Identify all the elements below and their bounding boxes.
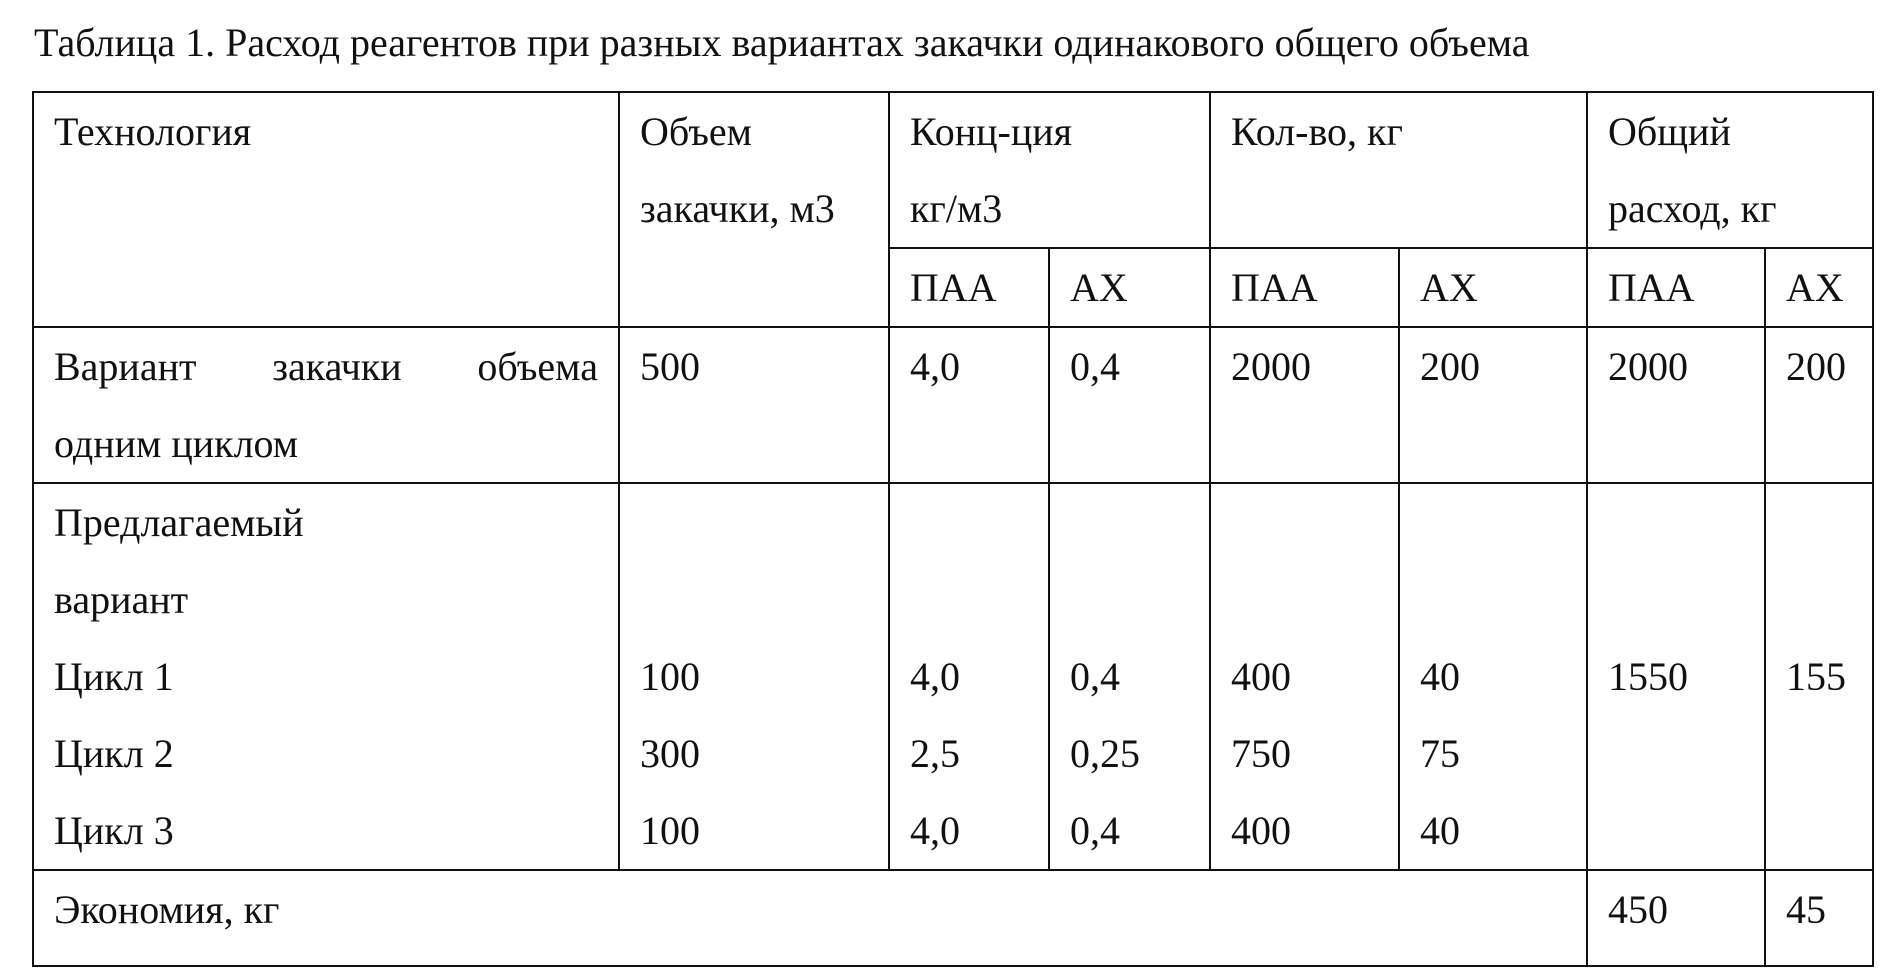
reagent-table (32, 91, 1874, 967)
header-quantity: Кол-во, кг (1210, 92, 1587, 248)
table-caption: Таблица 1. Расход реагентов при разных вариантах закачки одинакового общего объема (34, 20, 1530, 65)
subheader-conc-paa: ПАА (889, 248, 1049, 327)
single-conc-ah: 0,4 (1049, 327, 1210, 483)
proposed-total-paa: 1550 (1587, 483, 1765, 870)
table-row-proposed (33, 483, 1873, 870)
single-total-paa: 2000 (1587, 327, 1765, 483)
subheader-qty-ah: АХ (1399, 248, 1587, 327)
savings-label: Экономия, кг (33, 870, 1587, 966)
proposed-qty-paa: 400 750 400 (1210, 483, 1399, 870)
single-qty-paa: 2000 (1210, 327, 1399, 483)
header-total: Общий расход, кг (1587, 92, 1873, 248)
header-volume: Объем закачки, м3 (619, 92, 889, 327)
table-row-single-cycle (33, 327, 1873, 483)
subheader-qty-paa: ПАА (1210, 248, 1399, 327)
proposed-conc-ah: 0,4 0,25 0,4 (1049, 483, 1210, 870)
single-qty-ah: 200 (1399, 327, 1587, 483)
header-row (33, 92, 1873, 248)
proposed-qty-ah: 40 75 40 (1399, 483, 1587, 870)
proposed-volume: 100 300 100 (619, 483, 889, 870)
savings-total-paa: 450 (1587, 870, 1765, 966)
subheader-total-ah: АХ (1765, 248, 1873, 327)
proposed-label: Предлагаемый вариант Цикл 1 Цикл 2 Цикл 3 (33, 483, 619, 870)
header-concentration: Конц-ция кг/м3 (889, 92, 1210, 248)
header-technology: Технология (33, 92, 619, 327)
single-total-ah: 200 (1765, 327, 1873, 483)
table-row-savings (33, 870, 1873, 966)
savings-total-ah: 45 (1765, 870, 1873, 966)
proposed-total-ah: 155 (1765, 483, 1873, 870)
single-volume: 500 (619, 327, 889, 483)
single-conc-paa: 4,0 (889, 327, 1049, 483)
subheader-total-paa: ПАА (1587, 248, 1765, 327)
subheader-conc-ah: АХ (1049, 248, 1210, 327)
proposed-conc-paa: 4,0 2,5 4,0 (889, 483, 1049, 870)
single-cycle-label: Вариант закачки объема одним циклом (33, 327, 619, 483)
